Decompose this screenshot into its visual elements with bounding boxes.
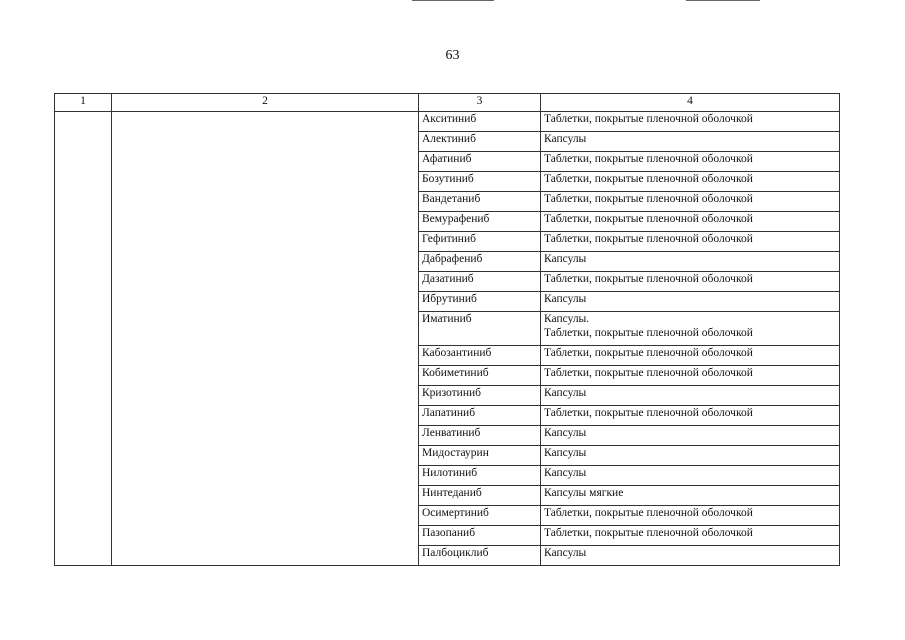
column-header-4: 4 — [541, 94, 840, 112]
dosage-form-text: Таблетки, покрытые пленочной оболочкой — [544, 233, 753, 245]
dosage-form-cell — [541, 112, 840, 132]
drug-name-cell: Нилотиниб — [419, 466, 541, 486]
dosage-form-text: Таблетки, покрытые пленочной оболочкой — [544, 273, 753, 285]
dosage-form-text: Капсулы — [544, 293, 587, 305]
drug-name-cell: Кризотиниб — [419, 386, 541, 406]
column-1-merged-cell — [55, 112, 112, 566]
drug-name-cell: Кабозантиниб — [419, 346, 541, 366]
drug-name-cell: Кобиметиниб — [419, 366, 541, 386]
dosage-form-cell — [541, 546, 840, 566]
drug-name-cell: Афатиниб — [419, 152, 541, 172]
drug-name-cell: Акситиниб — [419, 112, 541, 132]
drug-name-cell: Вандетаниб — [419, 192, 541, 212]
dosage-form-text: Капсулы — [544, 387, 587, 399]
dosage-form-cell — [541, 346, 840, 366]
dosage-form-cell — [541, 212, 840, 232]
dosage-form-cell — [541, 232, 840, 252]
dosage-form-cell — [541, 366, 840, 386]
drug-name-cell: Гефитиниб — [419, 232, 541, 252]
table-row — [55, 112, 840, 132]
drug-name-cell: Алектиниб — [419, 132, 541, 152]
dosage-form-text: Капсулы — [544, 133, 587, 145]
drug-name-cell: Ибрутиниб — [419, 292, 541, 312]
drug-name-cell: Дазатиниб — [419, 272, 541, 292]
dosage-form-text: Капсулы — [544, 467, 587, 479]
dosage-form-cell — [541, 312, 840, 346]
dosage-form-cell — [541, 152, 840, 172]
dosage-form-text: Капсулы — [544, 547, 587, 559]
dosage-form-text: Капсулы мягкие — [544, 487, 624, 499]
dosage-form-text: Таблетки, покрытые пленочной оболочкой — [544, 113, 753, 125]
dosage-form-text: Капсулы — [544, 427, 587, 439]
dosage-form-text: Таблетки, покрытые пленочной оболочкой — [544, 367, 753, 379]
dosage-form-text: Таблетки, покрытые пленочной оболочкой — [544, 193, 753, 205]
column-header-2: 2 — [112, 94, 419, 112]
dosage-form-cell — [541, 192, 840, 212]
scan-edge-line — [686, 0, 760, 1]
dosage-form-cell — [541, 252, 840, 272]
drug-name-cell: Вемурафениб — [419, 212, 541, 232]
drug-table — [54, 93, 840, 566]
drug-name-cell: Бозутиниб — [419, 172, 541, 192]
dosage-form-text: Таблетки, покрытые пленочной оболочкой — [544, 347, 753, 359]
drug-name-cell: Нинтеданиб — [419, 486, 541, 506]
dosage-form-text-second-line: Таблетки, покрытые пленочной оболочкой — [544, 327, 753, 339]
dosage-form-cell — [541, 172, 840, 192]
dosage-form-text: Капсулы — [544, 447, 587, 459]
dosage-form-cell — [541, 292, 840, 312]
dosage-form-cell — [541, 386, 840, 406]
drug-name-cell: Пазопаниб — [419, 526, 541, 546]
dosage-form-text: Таблетки, покрытые пленочной оболочкой — [544, 407, 753, 419]
dosage-form-cell — [541, 132, 840, 152]
drug-name-cell: Дабрафениб — [419, 252, 541, 272]
drug-name-cell: Палбоциклиб — [419, 546, 541, 566]
dosage-form-cell — [541, 426, 840, 446]
dosage-form-cell — [541, 506, 840, 526]
dosage-form-cell — [541, 272, 840, 292]
drug-name-cell: Осимертиниб — [419, 506, 541, 526]
drug-name-cell: Ленватиниб — [419, 426, 541, 446]
scan-edge-line — [412, 0, 494, 1]
dosage-form-text: Таблетки, покрытые пленочной оболочкой — [544, 507, 753, 519]
dosage-form-text: Таблетки, покрытые пленочной оболочкой — [544, 173, 753, 185]
dosage-form-text: Капсулы. — [544, 313, 590, 325]
table-header-row — [55, 94, 840, 112]
dosage-form-text: Таблетки, покрытые пленочной оболочкой — [544, 527, 753, 539]
column-header-1: 1 — [55, 94, 112, 112]
column-2-merged-cell — [112, 112, 419, 566]
dosage-form-text: Таблетки, покрытые пленочной оболочкой — [544, 153, 753, 165]
dosage-form-cell — [541, 406, 840, 426]
drug-name-cell: Лапатиниб — [419, 406, 541, 426]
dosage-form-cell — [541, 526, 840, 546]
drug-name-cell: Мидостаурин — [419, 446, 541, 466]
dosage-form-cell — [541, 446, 840, 466]
dosage-form-cell — [541, 466, 840, 486]
column-header-3: 3 — [419, 94, 541, 112]
dosage-form-cell — [541, 486, 840, 506]
dosage-form-text: Капсулы — [544, 253, 587, 265]
drug-name-cell: Иматиниб — [419, 312, 541, 346]
page-number: 63 — [445, 48, 460, 63]
dosage-form-text: Таблетки, покрытые пленочной оболочкой — [544, 213, 753, 225]
